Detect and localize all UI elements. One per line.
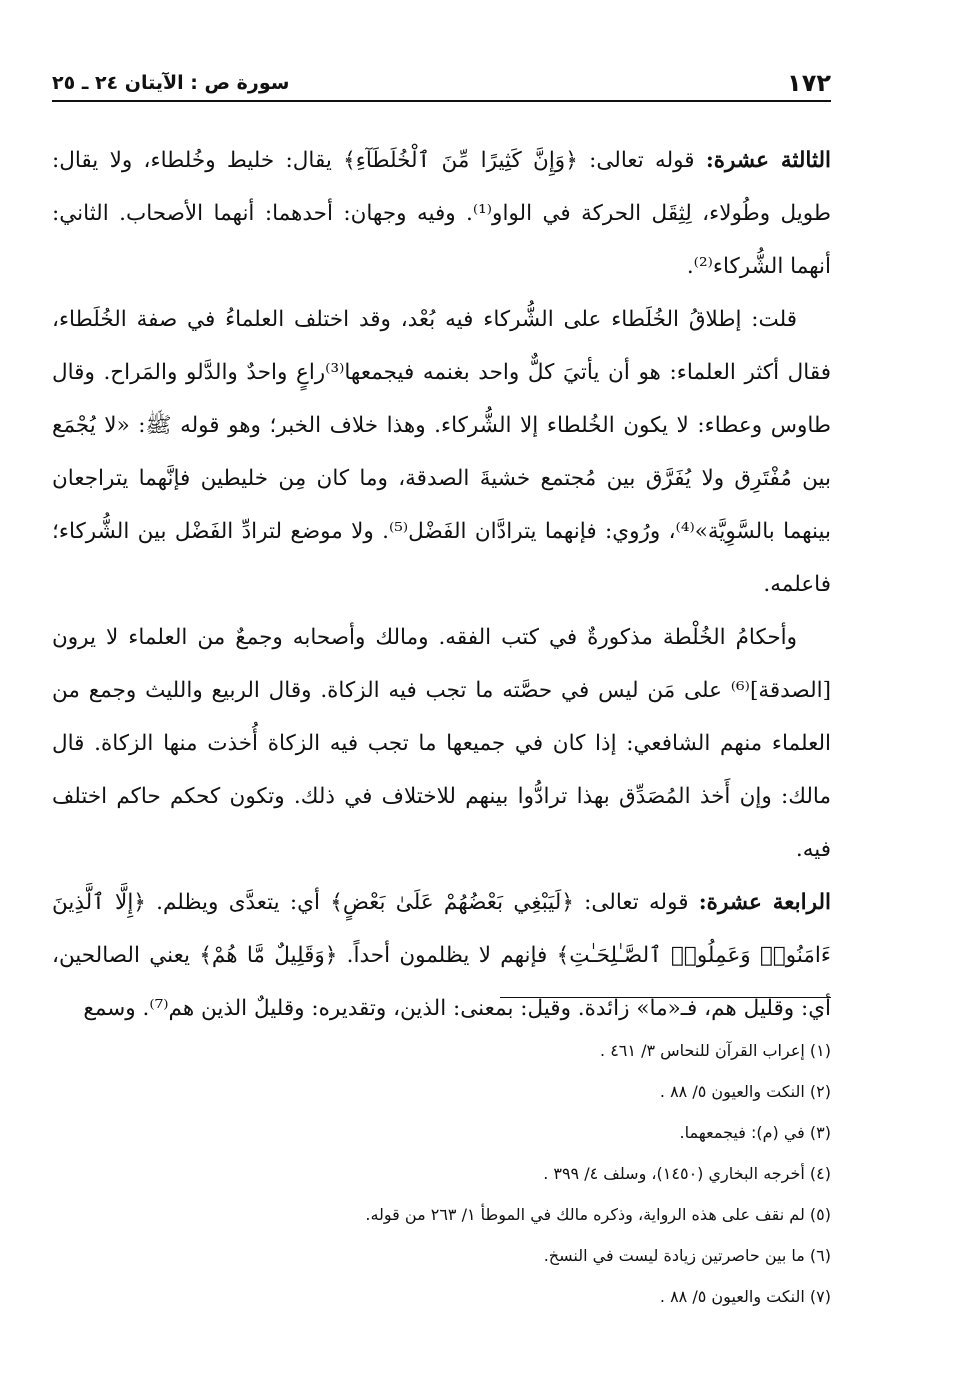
- paragraph-13th-issue: [52, 134, 831, 293]
- issue-heading: الثالثة عشرة:: [705, 148, 831, 173]
- footnote-2: (٢) النكت والعيون ٥/ ٨٨ .: [659, 1082, 831, 1101]
- footnote-6: (٦) ما بين حاصرتين زيادة ليست في النسخ.: [543, 1246, 831, 1265]
- footnote-4: (٤) أخرجه البخاري (١٤٥٠)، وسلف ٤/ ٣٩٩ .: [543, 1164, 831, 1183]
- footnotes: [52, 1030, 831, 1317]
- page-header: [52, 66, 831, 102]
- main-text: [52, 134, 831, 1035]
- footnote-5: (٥) لم نقف على هذه الرواية، وذكره مالك في الموطأ ١/ ٢٦٣ من قوله.: [365, 1205, 831, 1224]
- footnote-3: (٣) في (م): فيجمعهما.: [679, 1123, 831, 1142]
- footnote-separator: [500, 997, 831, 998]
- page-number: ١٧٢: [787, 69, 831, 97]
- paragraph-14th-issue: [52, 876, 831, 1035]
- paragraph-commentary: قلت: إطلاقُ الخُلَطاء على الشُّركاء فيه بُعْد، وقد اختلف العلماءُ في صفة الخُلَطاء، فقال أكثر العلماء: هو أن يأتيَ كلٌّ واحد بغنمه فيجمعها⁽³⁾راعٍ واحدٌ والدَّلو والمَراح. وقال طاوس وعطاء: لا يكون الخُلطاء إلا الشُّركاء. وهذا خلاف الخبر؛ وهو قوله ﷺ: «لا يُجْمَع بين مُفْتَرِق ولا يُفَرَّق بين مُجتمع خشيةَ الصدقة، وما كان مِن خليطين فإنَّهما يتراجعان بينهما بالسَّوِيَّة»⁽⁴⁾، ورُوي: فإنهما يترادَّان الفَضْل⁽⁵⁾. ولا موضع لترادِّ الفَضْل بين الشُّركاء؛ فاعلمه.: [52, 307, 832, 597]
- paragraph-text: قوله تعالى: ﴿لَيَبْغِي بَعْضُهُمْ عَلَىٰ بَعْضٍ﴾ أي: يتعدَّى ويظلم. ﴿إِلَّا ٱلَّذِينَ ءَامَنُوا۟ وَعَمِلُوا۟ ٱلصَّـٰلِحَـٰتِ﴾ فإنهم لا يظلمون أحداً. ﴿وَقَلِيلٌ مَّا هُمْ﴾ يعني الصالحين، أي: وقليل هم، فـ«ما» زائدة. وقيل: بمعنى: الذين، وتقديره: وقليلٌ الذين هم⁽⁷⁾. وسمع: [52, 890, 831, 1021]
- footnote-7: (٧) النكت والعيون ٥/ ٨٨ .: [659, 1287, 831, 1306]
- footnote-1: (١) إعراب القرآن للنحاس ٣/ ٤٦١ .: [600, 1041, 831, 1060]
- paragraph-text: قوله تعالى: ﴿وَإِنَّ كَثِيرًا مِّنَ ٱلْخُلَطَآءِ﴾ يقال: خليط وخُلطاء، ولا يقال: طويل وطُولاء، لِثِقَل الحركة في الواو⁽¹⁾. وفيه وجهان: أحدهما: أنهما الأصحاب. الثاني: أنهما الشُّركاء⁽²⁾.: [52, 148, 831, 279]
- issue-heading: الرابعة عشرة:: [698, 890, 831, 915]
- paragraph-rulings: وأحكامُ الخُلْطة مذكورةٌ في كتب الفقه. ومالك وأصحابه وجمعٌ من العلماء لا يرون [الصدقة]⁽⁶⁾ على مَن ليس في حصَّته ما تجب فيه الزكاة. وقال الربيع والليث وجمع من العلماء منهم الشافعي: إذا كان في جميعها ما تجب فيه الزكاة أُخذت منها الزكاة. قال مالك: وإن أَخذ المُصَدِّق بهذا ترادُّوا بينهم للاختلاف في ذلك. وتكون كحكم حاكم اختلف فيه.: [52, 625, 831, 862]
- running-title: سورة ص : الآيتان ٢٤ ـ ٢٥: [52, 72, 290, 94]
